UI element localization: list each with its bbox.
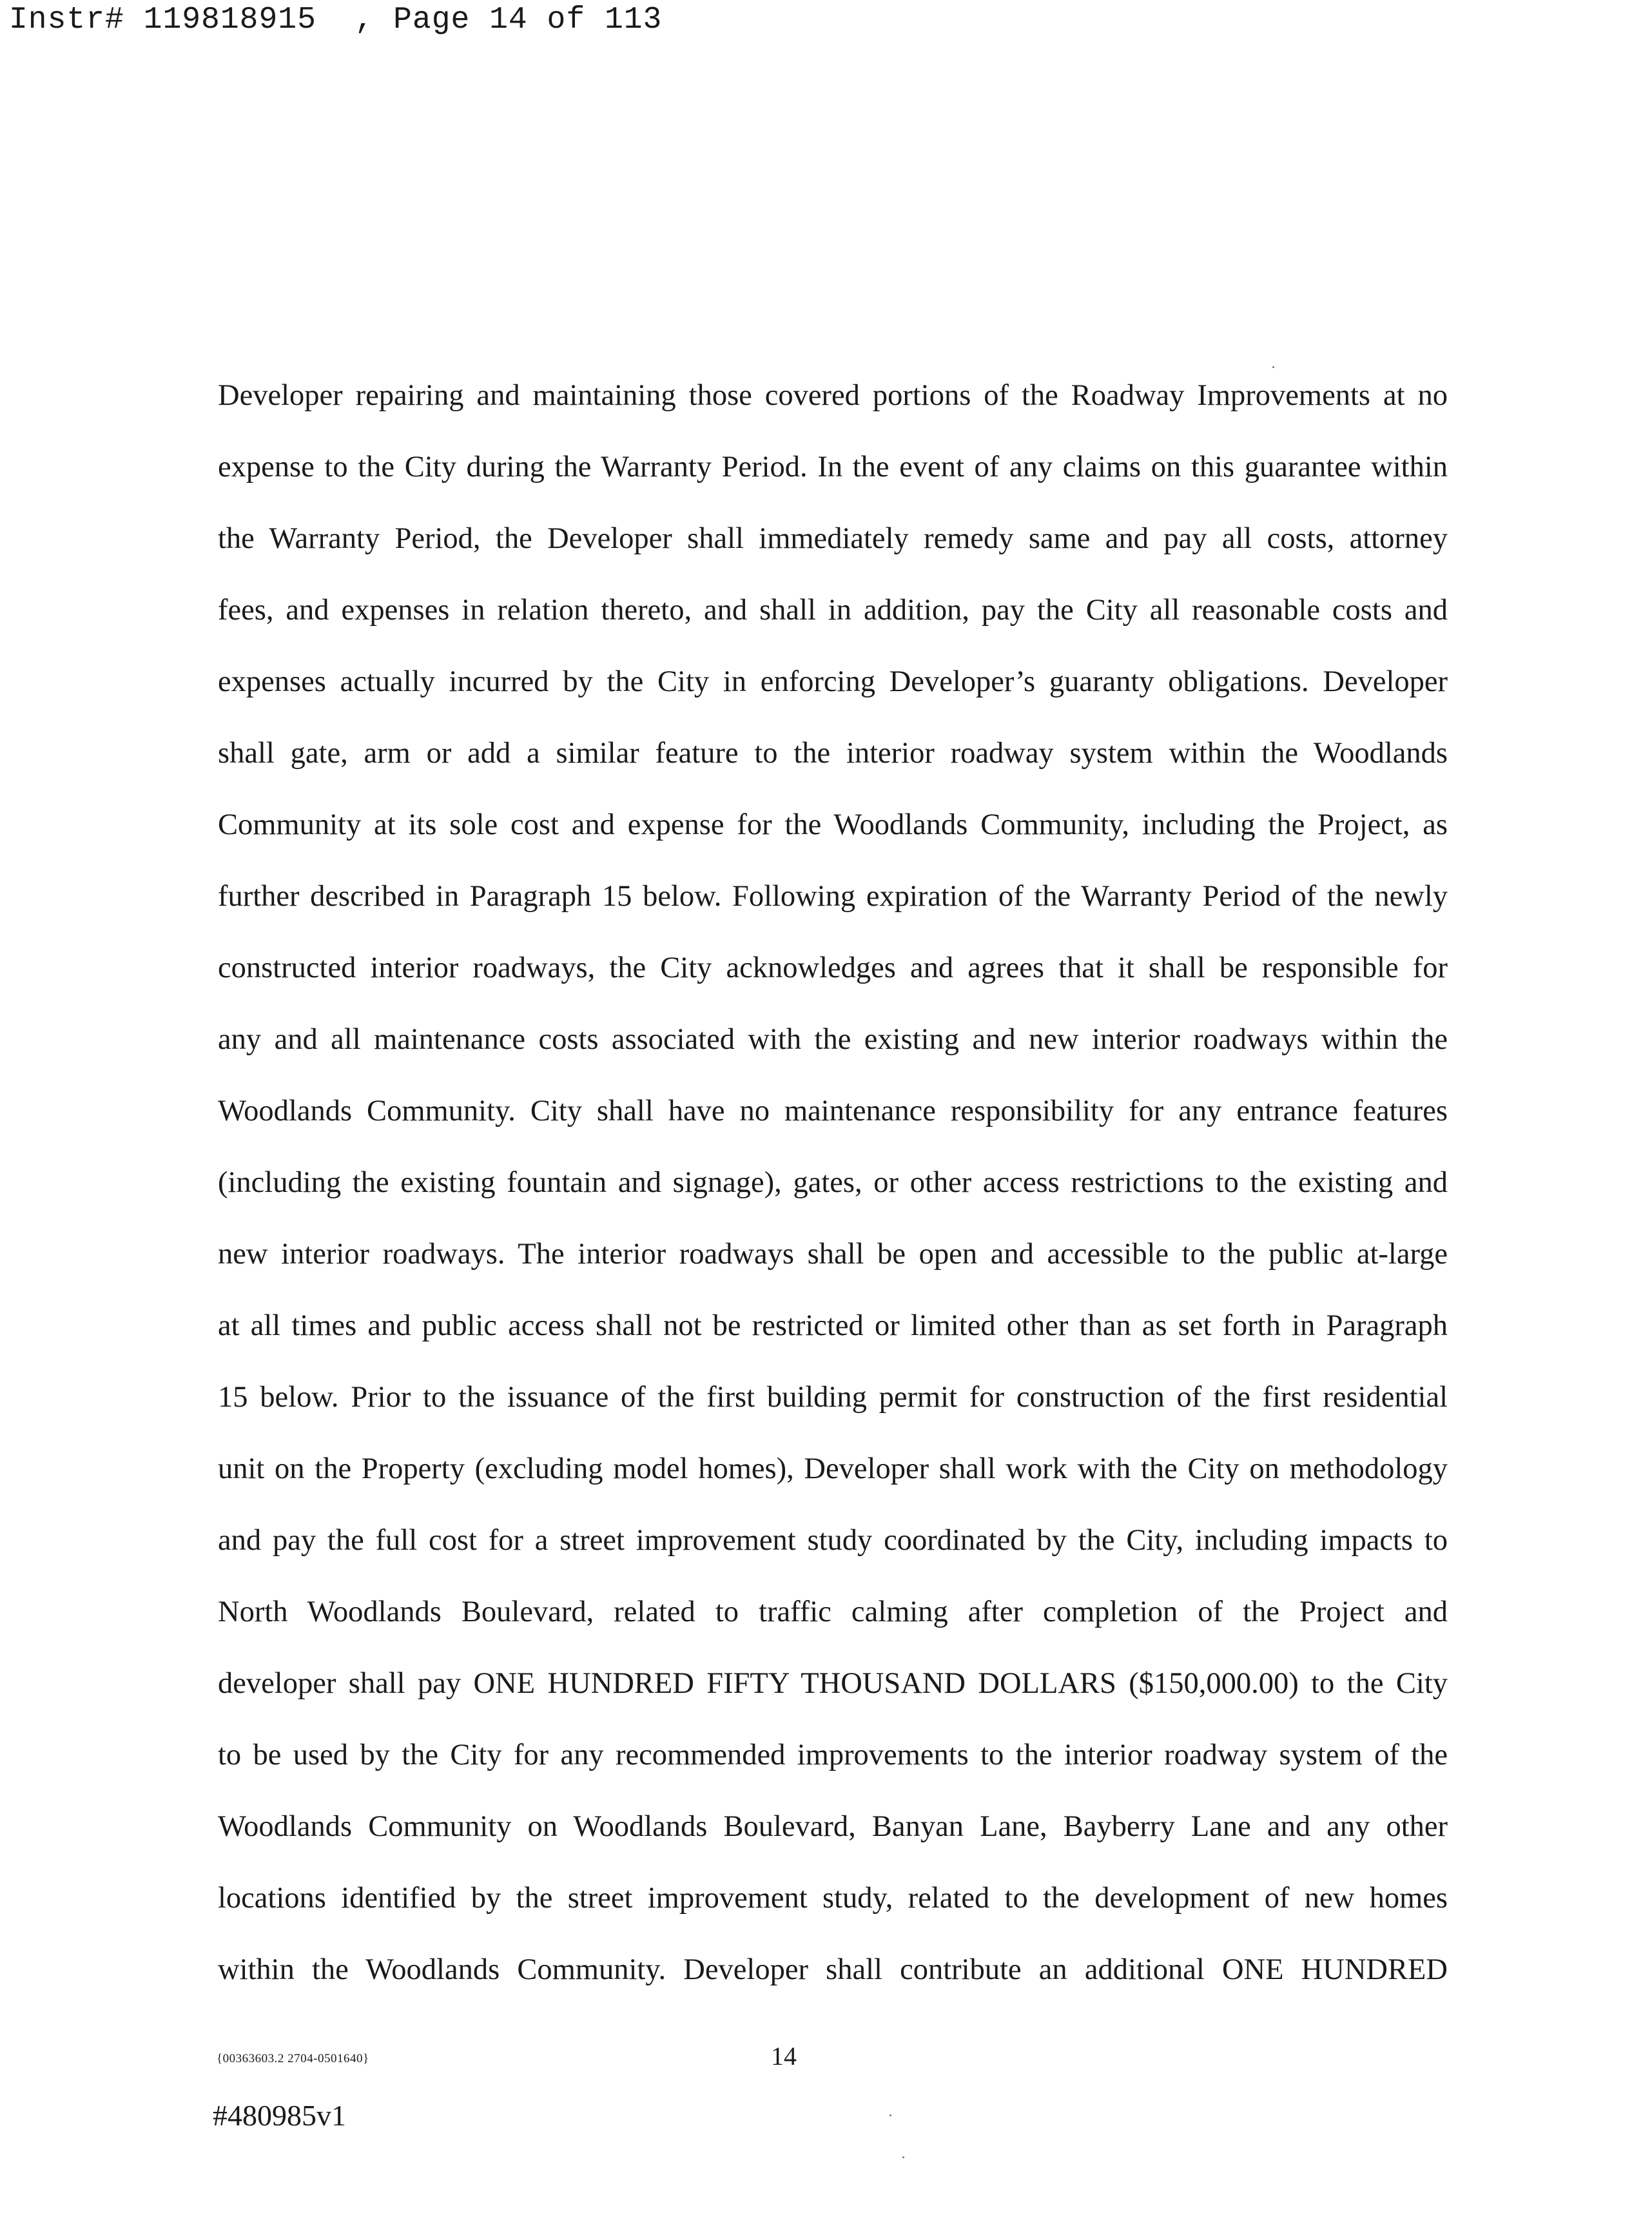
text-line: North Woodlands Boulevard, related to traffic calming after completion of the Project and bbox=[218, 1595, 1448, 1628]
text-line: Woodlands Community on Woodlands Boulevard, Banyan Lane, Bayberry Lane and any other bbox=[218, 1810, 1448, 1843]
text-line: Community at its sole cost and expense for the Woodlands Community, including the Project, as bbox=[218, 808, 1448, 841]
text-line: within the Woodlands Community. Developer shall contribute an additional ONE HUNDRED bbox=[218, 1953, 1448, 1986]
text-line: shall gate, arm or add a similar feature to the interior roadway system within the Woodlands bbox=[218, 737, 1448, 770]
text-line: locations identified by the street improvement study, related to the development of new homes bbox=[218, 1882, 1448, 1915]
text-line: further described in Paragraph 15 below. Following expiration of the Warranty Period of the newly bbox=[218, 880, 1448, 913]
scan-speck bbox=[889, 2114, 891, 2116]
page-number: 14 bbox=[771, 2042, 797, 2071]
scan-speck bbox=[1272, 366, 1274, 368]
text-line: unit on the Property (excluding model homes), Developer shall work with the City on methodology bbox=[218, 1452, 1448, 1485]
text-line: to be used by the City for any recommended improvements to the interior roadway system of the bbox=[218, 1739, 1448, 1771]
text-line: fees, and expenses in relation thereto, and shall in addition, pay the City all reasonable costs and bbox=[218, 594, 1448, 627]
text-line: developer shall pay ONE HUNDRED FIFTY THOUSAND DOLLARS ($150,000.00) to the City bbox=[218, 1667, 1448, 1700]
text-line: expense to the City during the Warranty Period. In the event of any claims on this guarantee within bbox=[218, 451, 1448, 483]
scan-speck bbox=[902, 2156, 904, 2158]
text-line: expenses actually incurred by the City in enforcing Developer’s guaranty obligations. Developer bbox=[218, 665, 1448, 698]
recording-stamp: Instr# 119818915 , Page 14 of 113 bbox=[9, 3, 663, 37]
document-id: {00363603.2 2704-0501640} bbox=[217, 2052, 369, 2065]
text-line: any and all maintenance costs associated with the existing and new interior roadways within the bbox=[218, 1023, 1448, 1056]
text-line: 15 below. Prior to the issuance of the first building permit for construction of the first residential bbox=[218, 1381, 1448, 1414]
document-version: #480985v1 bbox=[213, 2099, 346, 2132]
text-line: Developer repairing and maintaining those covered portions of the Roadway Improvements at no bbox=[218, 379, 1448, 412]
text-line: constructed interior roadways, the City acknowledges and agrees that it shall be responsible for bbox=[218, 951, 1448, 984]
body-paragraph bbox=[218, 369, 1448, 2014]
text-line: Woodlands Community. City shall have no maintenance responsibility for any entrance features bbox=[218, 1095, 1448, 1127]
text-line: the Warranty Period, the Developer shall immediately remedy same and pay all costs, attorney bbox=[218, 522, 1448, 555]
text-line: new interior roadways. The interior roadways shall be open and accessible to the public at-large bbox=[218, 1238, 1448, 1271]
text-line: and pay the full cost for a street improvement study coordinated by the City, including impacts to bbox=[218, 1524, 1448, 1557]
text-line: (including the existing fountain and signage), gates, or other access restrictions to the existing and bbox=[218, 1166, 1448, 1199]
text-line: at all times and public access shall not be restricted or limited other than as set forth in Paragraph bbox=[218, 1309, 1448, 1342]
